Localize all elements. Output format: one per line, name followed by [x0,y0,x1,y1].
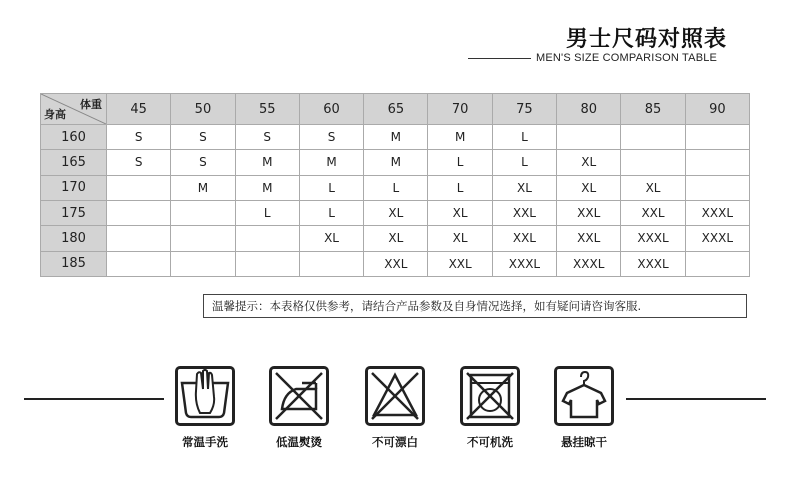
size-cell: XL [299,226,363,251]
size-cell [621,125,685,150]
page-subtitle: MEN'S SIZE COMPARISON TABLE [536,52,718,64]
table-row [41,200,750,225]
height-header: 175 [41,200,107,225]
care-label: 常温手洗 [182,435,228,449]
size-cell [685,175,749,200]
size-cell: XL [557,175,621,200]
title-divider [468,58,531,59]
size-cell: S [107,125,171,150]
size-cell [171,226,235,251]
height-header: 185 [41,251,107,276]
low-iron-icon [269,366,329,426]
size-cell: XXXL [621,226,685,251]
care-label: 悬挂晾干 [561,435,607,449]
size-cell [685,150,749,175]
weight-header: 50 [171,94,235,125]
care-no-machine-wash [450,366,530,450]
care-hand-wash [165,366,245,450]
size-cell: M [235,175,299,200]
size-cell: XL [428,226,492,251]
size-cell [171,200,235,225]
weight-axis-label: 体重 [80,98,102,111]
size-cell: XXXL [685,226,749,251]
care-divider-right [626,398,766,400]
table-row [41,175,750,200]
size-cell [107,251,171,276]
height-header: 170 [41,175,107,200]
size-cell: L [492,125,556,150]
size-cell: XXL [492,200,556,225]
size-cell: M [364,125,428,150]
size-cell: S [235,125,299,150]
size-cell: L [299,175,363,200]
weight-header: 60 [299,94,363,125]
size-cell: XL [557,150,621,175]
size-cell [107,226,171,251]
height-axis-label: 身高 [44,108,66,121]
hang-dry-icon [554,366,614,426]
size-cell: L [299,200,363,225]
size-cell: L [235,200,299,225]
size-cell: M [299,150,363,175]
weight-header: 90 [685,94,749,125]
size-cell: XL [621,175,685,200]
size-cell: M [171,175,235,200]
size-cell: S [171,125,235,150]
size-cell: XXL [621,200,685,225]
hand-wash-icon [175,366,235,426]
size-cell [557,125,621,150]
page-title: 男士尺码对照表 [566,27,728,52]
size-cell [107,175,171,200]
size-cell: L [492,150,556,175]
size-cell: S [171,150,235,175]
weight-header: 70 [428,94,492,125]
size-cell [685,125,749,150]
table-row [41,251,750,276]
care-label: 不可漂白 [372,435,418,449]
size-cell [299,251,363,276]
care-no-bleach [355,366,435,450]
care-label: 不可机洗 [467,435,513,449]
size-cell: XL [428,200,492,225]
table-corner [41,94,107,125]
weight-header: 80 [557,94,621,125]
weight-header: 75 [492,94,556,125]
size-cell: XXL [557,200,621,225]
size-cell [171,251,235,276]
size-cell [621,150,685,175]
size-cell: XL [492,175,556,200]
size-cell: XXL [428,251,492,276]
size-cell [685,251,749,276]
size-cell [107,200,171,225]
size-cell: XXL [364,251,428,276]
size-cell [235,251,299,276]
care-low-iron [259,366,339,450]
size-cell: XL [364,226,428,251]
care-divider-left [24,398,164,400]
weight-header: 55 [235,94,299,125]
size-cell: L [428,175,492,200]
size-cell: L [364,175,428,200]
size-cell: M [364,150,428,175]
size-cell: XXXL [685,200,749,225]
size-table [40,93,750,277]
no-bleach-icon [365,366,425,426]
height-header: 165 [41,150,107,175]
height-header: 160 [41,125,107,150]
weight-header: 45 [107,94,171,125]
size-cell: XXXL [492,251,556,276]
care-label: 低温熨烫 [276,435,322,449]
no-machine-wash-icon [460,366,520,426]
size-cell: L [428,150,492,175]
size-cell: S [107,150,171,175]
weight-header-row [41,94,750,125]
size-cell: XXXL [557,251,621,276]
size-cell: S [299,125,363,150]
weight-header: 85 [621,94,685,125]
size-cell: XXXL [621,251,685,276]
size-cell: M [428,125,492,150]
size-cell: XXL [557,226,621,251]
size-cell: XL [364,200,428,225]
table-row [41,125,750,150]
tip-notice: 温馨提示：本表格仅供参考，请结合产品参数及自身情况选择，如有疑问请咨询客服. [203,294,747,318]
size-cell [235,226,299,251]
table-row [41,150,750,175]
size-cell: XXL [492,226,556,251]
size-cell: M [235,150,299,175]
table-row [41,226,750,251]
care-hang-dry [544,366,624,450]
height-header: 180 [41,226,107,251]
weight-header: 65 [364,94,428,125]
